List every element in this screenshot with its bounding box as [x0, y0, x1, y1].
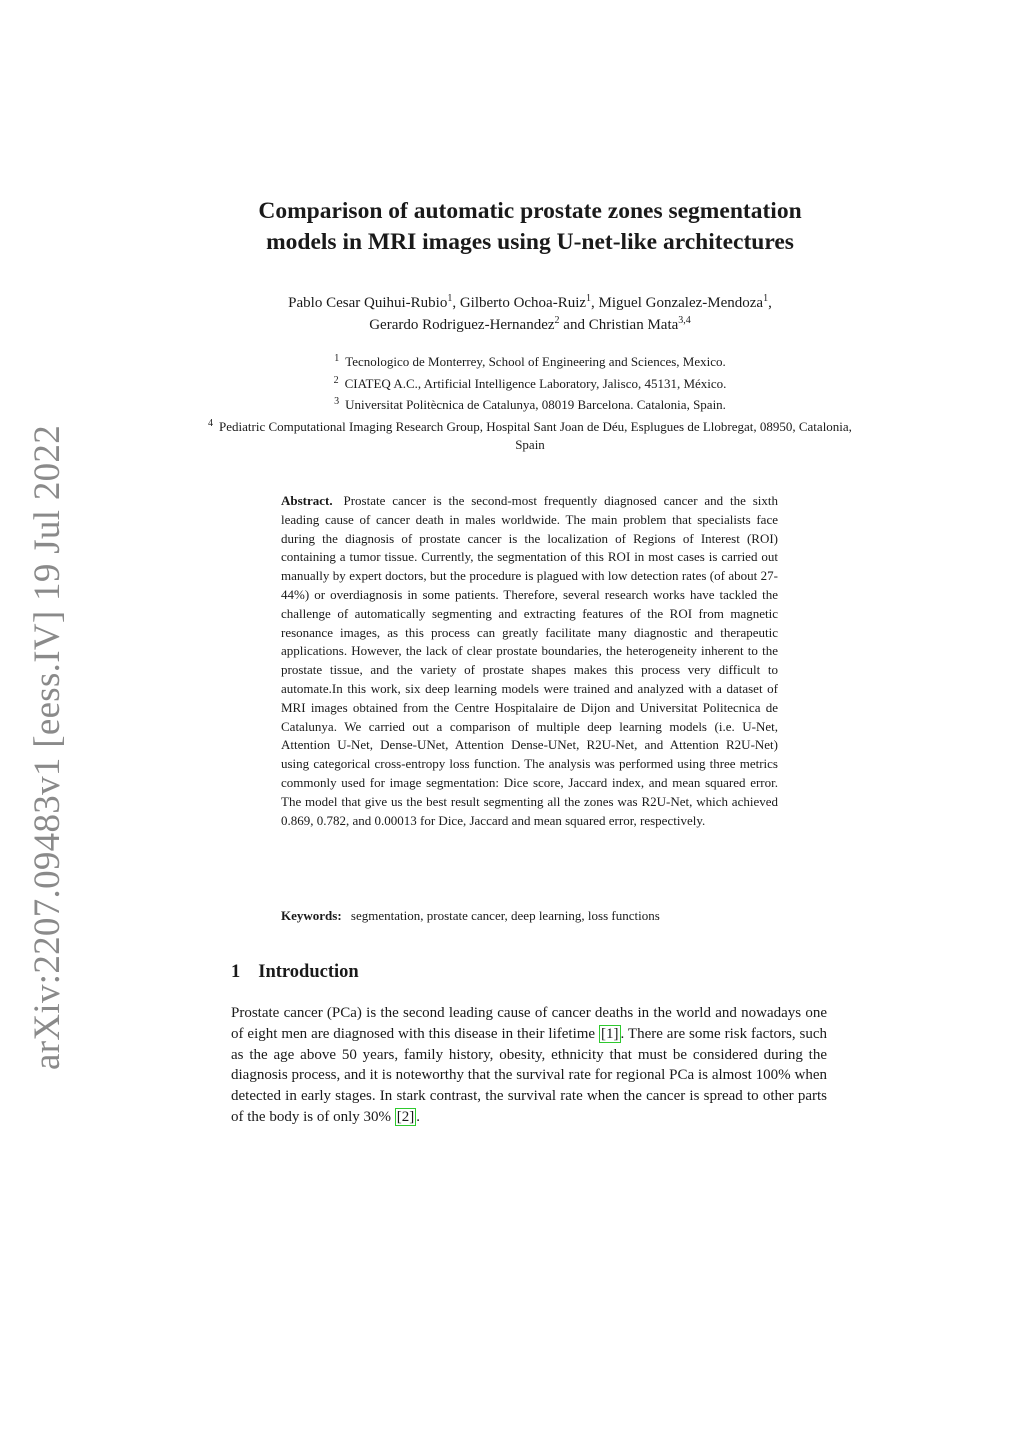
keywords — [281, 907, 778, 925]
affiliation-item — [200, 350, 860, 372]
author-affiliation-mark: 1 — [586, 293, 592, 304]
abstract-label: Abstract. — [281, 493, 333, 508]
affiliation-mark: 3 — [334, 396, 340, 407]
author-affiliation-mark: 3,4 — [678, 315, 691, 326]
affiliation-text: Universitat Politècnica de Catalunya, 08019 Barcelona. Catalonia, Spain. — [345, 397, 726, 412]
affiliation-mark: 2 — [333, 374, 339, 386]
author-affiliation-mark: 1 — [447, 293, 453, 304]
citation-link[interactable]: [1] — [601, 1025, 619, 1042]
paper-title-line-2: models in MRI images using U-net-like architectures — [266, 229, 794, 255]
affiliation-item — [200, 393, 860, 415]
introduction-paragraph — [231, 1003, 827, 1128]
author-name: Pablo Cesar Quihui-Rubio — [288, 295, 448, 311]
affiliation-mark: 1 — [334, 353, 340, 364]
section-number: 1 — [231, 962, 241, 982]
affiliation-text: Tecnologico de Monterrey, School of Engineering and Sciences, Mexico. — [345, 354, 726, 369]
abstract-text: Prostate cancer is the second-most frequently diagnosed cancer and the sixth leading cause of cancer death in males worldwide. The main problem that specialists face during the diagnosis of prostate cancer is the localization of Regions of Interest (ROI) containing a tumor tissue. Currently, the segmentation of this ROI in most cases is carried out manually by expert doctors, but the procedure is plagued with low detection rates (of about 27-44%) or overdiagnosis in some patients. Therefore, several research works have tackled the challenge of automatically segmenting and extracting features of the ROI from magnetic resonance images, as this process can greatly facilitate many diagnostic and therapeutic applications. However, the lack of clear prostate boundaries, the heterogeneity inherent to the prostate tissue, and the variety of prostate shapes makes this process very difficult to automate.In this work, six deep learning models were trained and analyzed with a dataset of MRI images obtained from the Centre Hospitalaire de Dijon and Universitat Politecnica de Catalunya. We carried out a comparison of multiple deep learning models (i.e. U-Net, Attention U-Net, Dense-UNet, Attention Dense-UNet, R2U-Net, and Attention R2U-Net) using categorical cross-entropy loss function. The analysis was performed using three metrics commonly used for image segmentation: Dice score, Jaccard index, and mean squared error. The model that give us the best result segmenting all the zones was R2U-Net, which achieved 0.869, 0.782, and 0.00013 for Dice, Jaccard and mean squared error, respectively. — [281, 493, 779, 828]
author-list — [200, 292, 860, 336]
keywords-label: Keywords: — [281, 908, 342, 923]
author-conjunction: and — [563, 317, 585, 333]
paper-title — [200, 196, 860, 258]
section-heading-introduction — [231, 960, 359, 984]
author-line-2 — [200, 314, 860, 336]
author-line-1: Pablo Cesar Quihui-Rubio$^1$, Gilberto Ochoa-Ruiz$^1$, Miguel Gonzalez-Mendoza$^1$, — [288, 293, 772, 311]
affiliation-text: CIATEQ A.C., Artificial Intelligence Laboratory, Jalisco, 45131, México. — [344, 375, 727, 391]
affiliation-item — [200, 415, 860, 455]
affiliation-item — [200, 372, 860, 394]
author-name: Miguel Gonzalez-Mendoza — [598, 295, 764, 311]
affiliation-mark: 4 — [208, 417, 214, 429]
intro-text: Prostate cancer (PCa) is the second leading cause of cancer deaths in the world and nowadays one of eight men are diagnosed with this disease in their lifetime — [231, 1005, 827, 1042]
author-name: Gerardo Rodriguez-Hernandez — [369, 317, 555, 333]
paper-title-line-1: Comparison of automatic prostate zones segmentation — [258, 198, 802, 224]
author-affiliation-mark: 2 — [554, 315, 560, 326]
intro-text: . — [416, 1108, 420, 1125]
citation-link[interactable]: [2] — [396, 1108, 415, 1125]
author-affiliation-mark: 1 — [763, 293, 769, 304]
author-name: Christian Mata — [588, 317, 679, 333]
section-title: Introduction — [258, 962, 359, 982]
author-name: Gilberto Ochoa-Ruiz — [459, 295, 587, 311]
arxiv-identifier-stamp: arXiv:2207.09483v1 [eess.IV] 19 Jul 2022 — [27, 424, 68, 1070]
keywords-text: segmentation, prostate cancer, deep learning, loss functions — [350, 908, 660, 923]
affiliation-list — [200, 350, 860, 455]
intro-text: . There are some risk factors, such as the age above 50 years, family history, obesity, ethnicity that must be considered during the diagnosis process, and it is noteworthy that the survival rate for regional PCa is almost 100% when detected in early stages. In stark contrast, the survival rate when the cancer is spread to other parts of the body is of only 30% — [231, 1025, 828, 1125]
affiliation-text: Pediatric Computational Imaging Research Group, Hospital Sant Joan de Déu, Esplugues de Llobregat, 08950, Catalonia, Spain — [219, 418, 852, 452]
abstract — [281, 492, 778, 830]
